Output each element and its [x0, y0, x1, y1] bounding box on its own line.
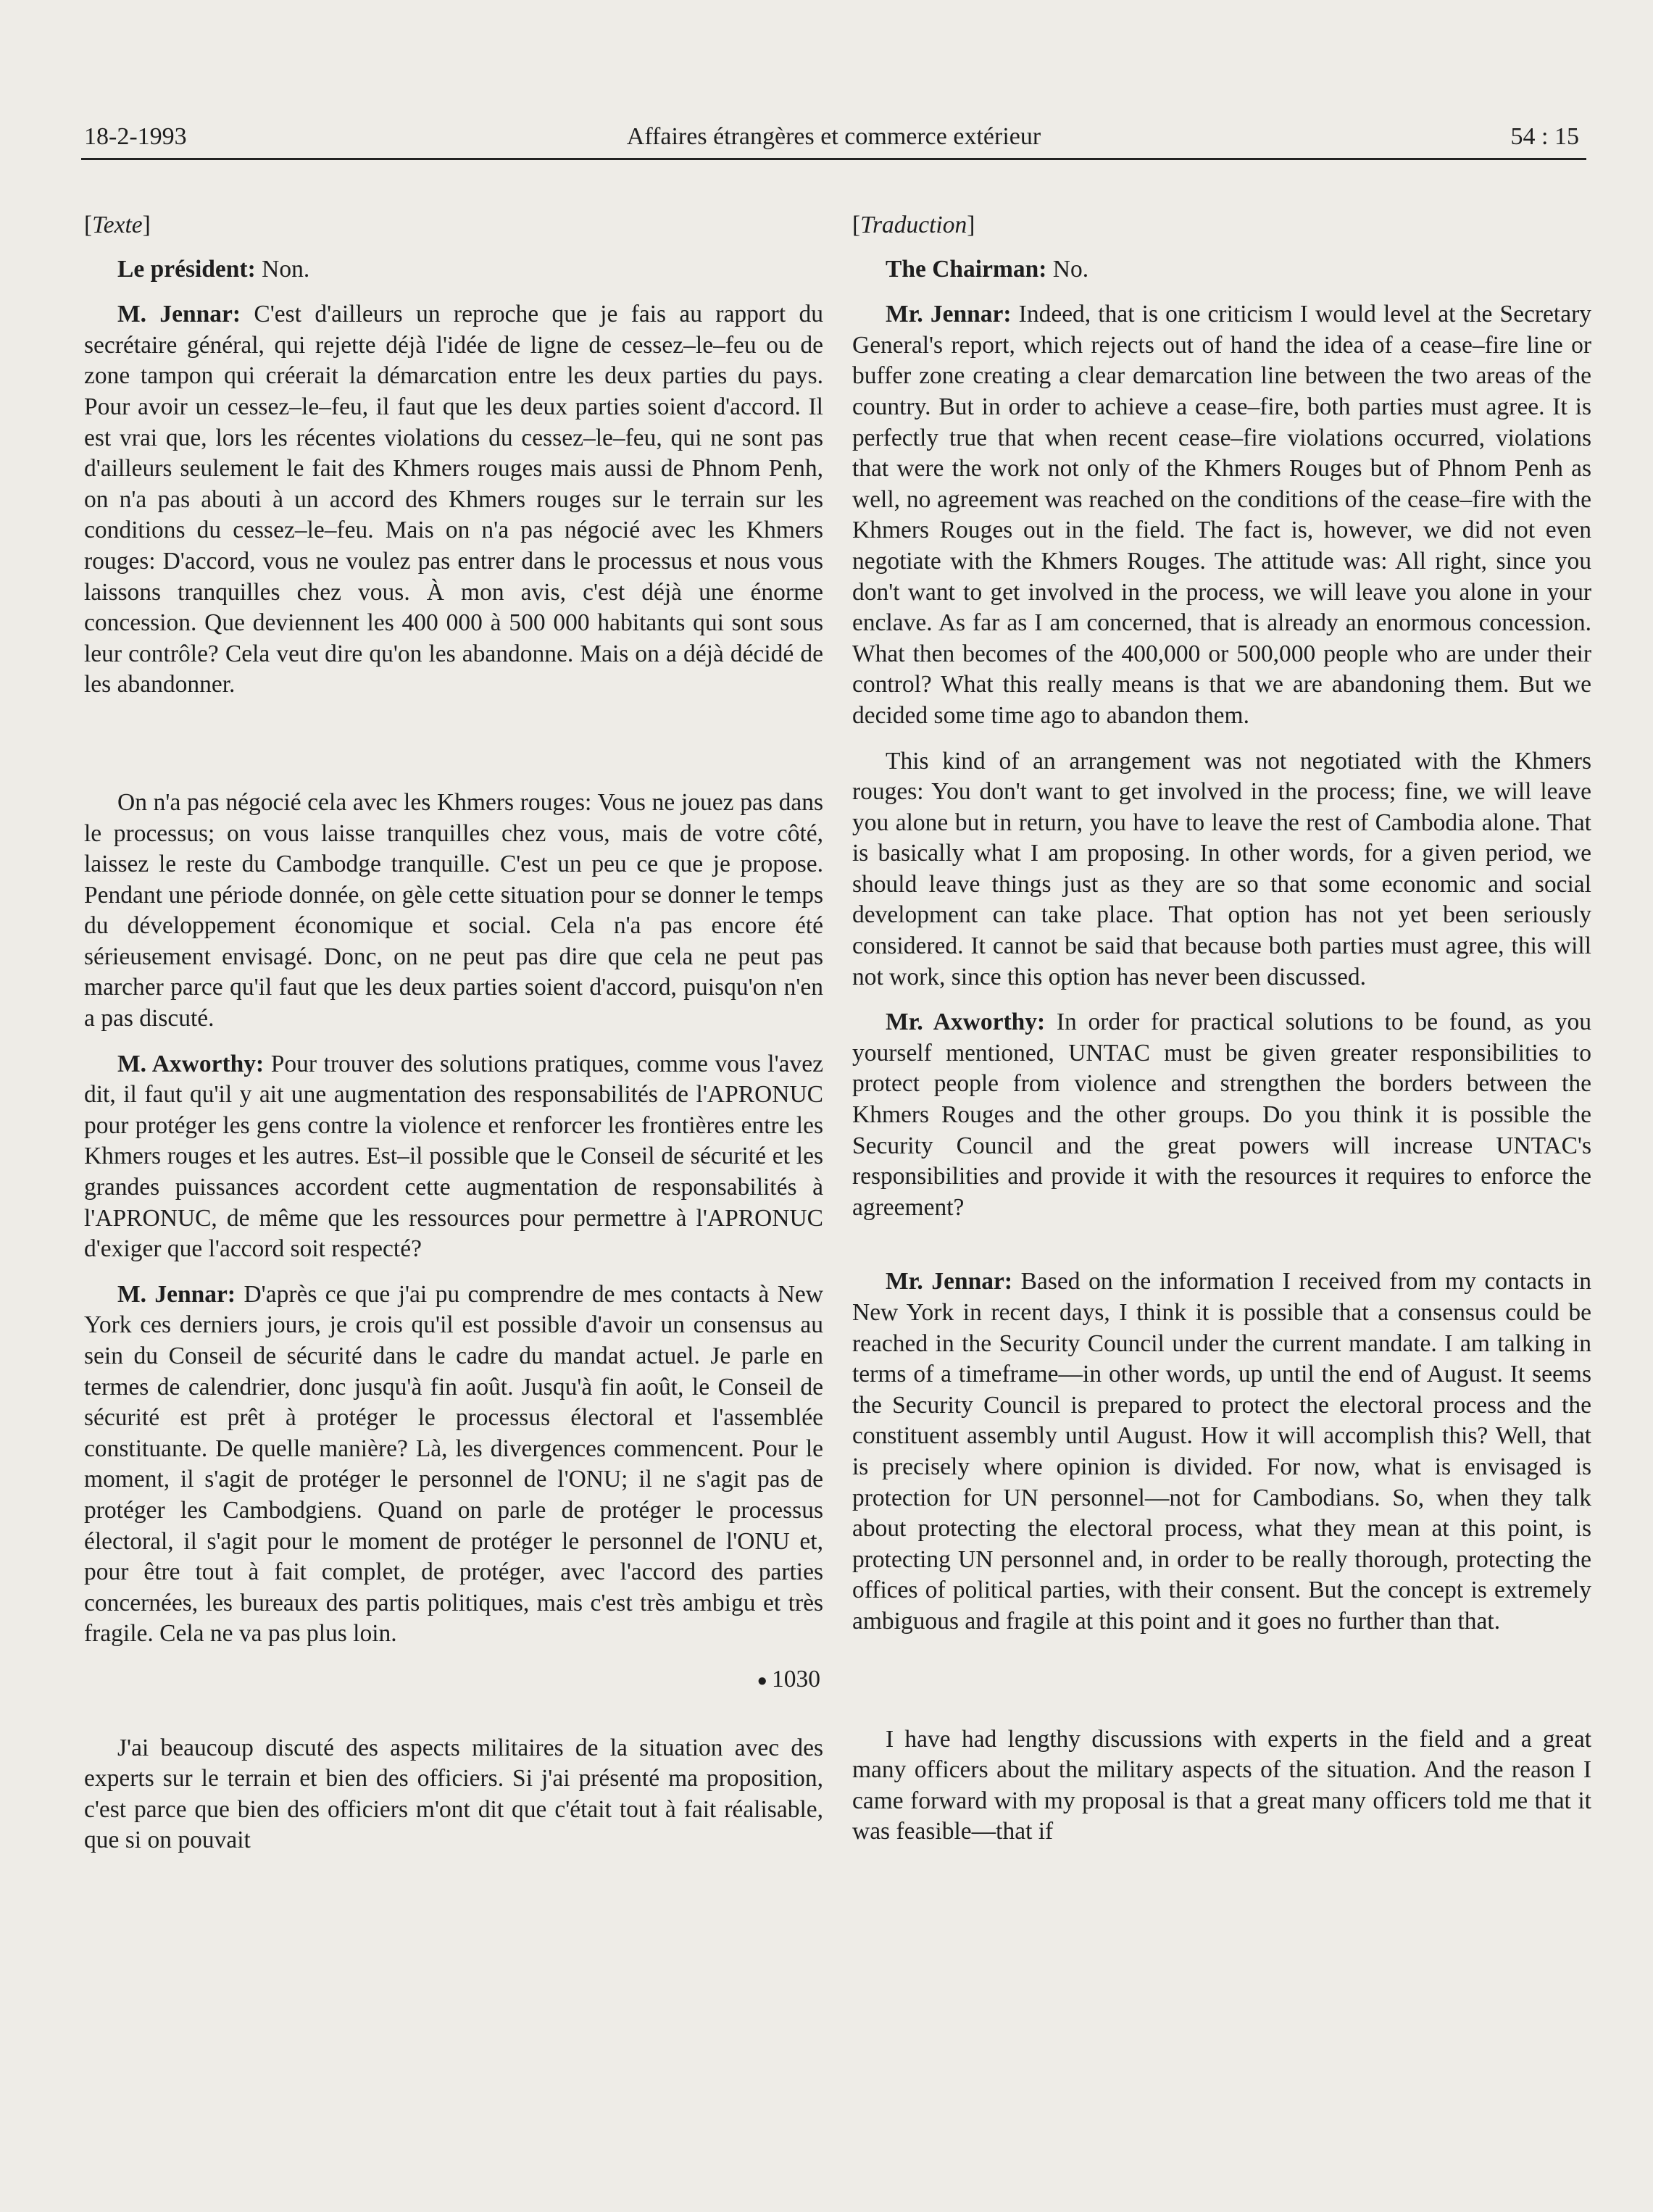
- paragraph-text: On n'a pas négocié cela avec les Khmers rouges: Vous ne jouez pas dans le processus; on vous laisse tranquilles chez vous, mais de votre côté, laissez le reste du Cambodge tranquille. C'est un peu ce que je propose. Pendant une période donnée, on gèle cette situation pour se donner le temps du développement économique et social. Cela n'a pas encore été sérieusement envisagé. Donc, on ne peut pas dire que cela ne peut pas marcher parce qu'il faut que les deux parties soient d'accord, puisqu'on n'en a pas discuté.: [84, 788, 823, 1032]
- speaker-name: M. Jennar:: [117, 301, 241, 328]
- speaker-name: Le président:: [117, 255, 256, 283]
- column-label-text: Texte: [92, 212, 143, 238]
- paragraph: [84, 1049, 823, 1265]
- paragraph-text: Non.: [255, 255, 310, 283]
- speaker-name: Mr. Jennar:: [886, 1268, 1013, 1295]
- speaker-name: M. Jennar:: [117, 1280, 236, 1308]
- speaker-name: The Chairman:: [886, 255, 1047, 283]
- header-page-number: 54 : 15: [1510, 123, 1579, 150]
- paragraph-text: I have had lengthy discussions with experts in the field and a great many officers about the military aspects of the situation. And the reason I came forward with my proposal is that a great many officers told me that it was feasible—that if: [852, 1725, 1591, 1845]
- header-date: 18-2-1993: [84, 123, 187, 150]
- paragraph: [852, 1007, 1591, 1223]
- paragraph-text: D'après ce que j'ai pu comprendre de mes contacts à New York ces derniers jours, je crois qu'il est possible d'avoir un consensus au sein du Conseil de sécurité dans le cadre du mandat actuel. Je parle en termes de calendrier, donc jusqu'à fin août. Jusqu'à fin août, le Conseil de sécurité est prêt à protéger le processus électoral et l'assemblée constituante. De quelle manière? Là, les divergences commencent. Pour le moment, il s'agit de protéger le personnel de l'ONU; il ne s'agit pas de protéger les Cambodgiens. Quand on parle de protéger le processus électoral, il s'agit pour le moment de protéger le personnel de l'ONU et, pour être tout à fait complet, de protéger, avec l'accord des parties concernées, les bureaux des partis politiques, mais c'est très ambigu et très fragile. Cela ne va pas plus loin.: [84, 1280, 823, 1648]
- column-label: [Traduction]: [852, 212, 975, 238]
- paragraph: [852, 1724, 1591, 1848]
- paragraph: [852, 1266, 1591, 1637]
- paragraph-text: J'ai beaucoup discuté des aspects militaires de la situation avec des experts sur le terrain et bien des officiers. Si j'ai présenté ma proposition, c'est parce que bien des officiers m'ont dit que c'était tout à fait réalisable, que si on pouvait: [84, 1734, 823, 1854]
- time-marker: [84, 1664, 823, 1697]
- column-label: [Texte]: [84, 212, 151, 238]
- paragraph-text: This kind of an arrangement was not negotiated with the Khmers rouges: You don't want to get involved in the process; fine, we will leave you alone but in return, you have to leave the rest of Cambodia alone. That is basically what I am proposing. In other words, for a given period, we should leave things just as they are so that some economic and social development can take place. That option has not yet been seriously considered. It cannot be said that because both parties must agree, this will not work, since this option has never been discussed.: [852, 747, 1591, 990]
- paragraph-text: No.: [1046, 255, 1089, 283]
- paragraph-text: Indeed, that is one criticism I would level at the Secretary General's report, which rejects out of hand the idea of a cease–fire line or buffer zone creating a clear demarcation line between the two areas of the country. But in order to achieve a cease–fire, both parties must agree. It is perfectly true that when recent cease–fire violations occurred, violations that were the work not only of the Khmers Rouges but of Phnom Penh as well, no agreement was reached on the conditions of the cease–fire with the Khmers Rouges out in the field. The fact is, however, we did not even negotiate with the Khmers Rouges. The attitude was: All right, since you don't want to get involved in the process, we will leave you alone in your enclave. As far as I am concerned, that is already an enormous concession. What then becomes of the 400,000 or 500,000 people who are under their control? What this really means is that we are abandoning them. But we decided some time ago to abandon them.: [852, 301, 1591, 729]
- paragraph: [84, 788, 823, 1035]
- header-title: Affaires étrangères et commerce extérieur: [626, 123, 1041, 150]
- page-header: [81, 114, 1586, 160]
- speaker-name: Mr. Jennar:: [886, 301, 1012, 328]
- speaker-name: Mr. Axworthy:: [886, 1009, 1046, 1036]
- paragraph: [852, 254, 1591, 285]
- french-column: [84, 203, 823, 1871]
- paragraph-text: In order for practical solutions to be found, as you yourself mentioned, UNTAC must be given greater responsibilities to protect people from violence and strengthen the borders between the Khmers Rouges and the other groups. Do you think it is possible the Security Council and the great powers will increase UNTAC's responsibilities and provide it with the resources it requires to enforce the agreement?: [852, 1009, 1591, 1221]
- paragraph: [84, 1280, 823, 1650]
- time-marker-text: 1030: [772, 1665, 820, 1693]
- speaker-name: M. Axworthy:: [117, 1050, 265, 1077]
- paragraph-text: Based on the information I received from my contacts in New York in recent days, I think it is possible that a consensus could be reached in the Security Council under the current mandate. I am talking in terms of a timeframe—in other words, up until the end of August. It seems the Security Council is prepared to protect the electoral process and the constituent assembly until August. How it will accomplish this? Well, that is precisely where opinion is divided. For now, what is envisaged is protection for UN personnel—not for Cambodians. So, when they talk about protecting the electoral process, what they mean at this point, is protecting UN personnel and, in order to be really thorough, protecting the offices of political parties, with their consent. But the concept is extremely ambiguous and fragile at this point and it goes no further than that.: [852, 1268, 1591, 1635]
- paragraph: [84, 299, 823, 701]
- paragraph: [84, 254, 823, 285]
- paragraph: [852, 746, 1591, 993]
- column-label-text: Traduction: [860, 212, 967, 238]
- paragraph-text: C'est d'ailleurs un reproche que je fais au rapport du secrétaire général, qui rejette déjà l'idée de ligne de cessez–le–feu ou de zone tampon qui créerait la démarcation entre les deux parties du pays. Pour avoir un cessez–le–feu, il faut que les deux parties soient d'accord. Il est vrai que, lors les récentes violations du cessez–le–feu, qui ne sont pas d'ailleurs seulement le fait des Khmers rouges mais aussi de Phnom Penh, on n'a pas abouti à un accord des Khmers rouges sur le terrain sur les conditions du cessez–le–feu. Mais on n'a pas négocié avec les Khmers rouges: D'accord, vous ne voulez pas entrer dans le processus et nous vous laissons tranquilles chez vous. À mon avis, c'est déjà une énorme concession. Que deviennent les 400 000 à 500 000 habitants qui sont sous leur contrôle? Cela veut dire qu'on les abandonne. Mais on a déjà décidé de les abandonner.: [84, 301, 824, 698]
- paragraph-text: Pour trouver des solutions pratiques, comme vous l'avez dit, il faut qu'il y ait une augmentation des responsabilités de l'APRONUC pour protéger les gens contre la violence et renforcer les frontières entre les Khmers rouges et les autres. Est–il possible que le Conseil de sécurité et les grandes puissances accordent cette augmentation de responsabilités à l'APRONUC, de même que les ressources pour permettre à l'APRONUC d'exiger que l'accord soit respecté?: [84, 1050, 824, 1263]
- bullet-icon: ●: [757, 1671, 767, 1690]
- english-column: [852, 203, 1591, 1862]
- paragraph: [84, 1733, 823, 1856]
- paragraph: [852, 299, 1591, 731]
